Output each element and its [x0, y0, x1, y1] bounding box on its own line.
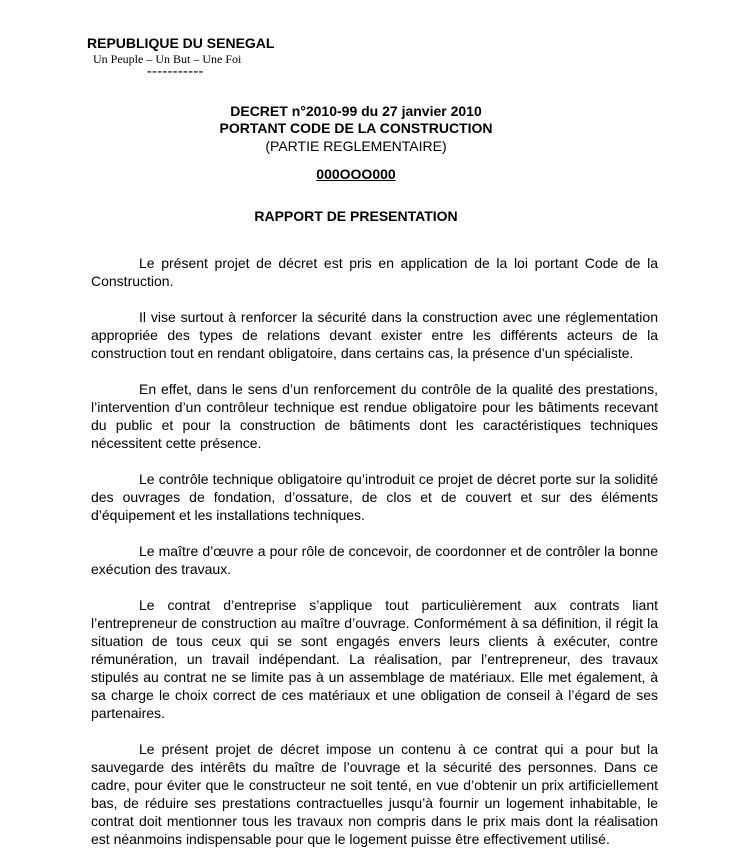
paragraph: Le contrat d’entreprise s’applique tout particulièrement aux contrats liant l’entrepreneur de construction au maître d’ouvrage. Conformément à sa définition, il régit la situation de tous ceux qui se sont engagés envers leurs clients à exécuter, contre rémunération, un travail indépendant. La réalisation, par l’entrepreneur, des travaux stipulés au contrat ne se limite pas à un assemblage de matériaux. Elle met également, à sa charge le choix correct de ces matériaux et une obligation de conseil à l’égard de ses partenaires. — [91, 597, 658, 721]
title-ornament: 000OOO000 — [316, 166, 396, 182]
national-motto: Un Peuple – Un But – Une Foi — [93, 52, 242, 66]
header-separator: ----------- — [147, 64, 204, 79]
paragraph: Le maître d’œuvre a pour rôle de concevoir, de coordonner et de contrôler la bonne exécution des travaux. — [91, 543, 658, 577]
paragraph: Le contrôle technique obligatoire qu’introduit ce projet de décret porte sur la solidité des ouvrages de fondation, d’ossature, de clos et de couvert et sur des éléments d’équipement et les installations techniques. — [91, 471, 658, 523]
report-body — [91, 254, 658, 866]
republic-name: REPUBLIQUE DU SENEGAL — [87, 35, 275, 51]
decree-subject: PORTANT CODE DE LA CONSTRUCTION — [219, 120, 493, 136]
decree-part: (PARTIE REGLEMENTAIRE) — [265, 138, 447, 154]
paragraph: En effet, dans le sens d’un renforcement du contrôle de la qualité des prestations, l’intervention d’un contrôleur technique est rendue obligatoire pour les bâtiments recevant du public et pour la construction de bâtiments dont les caractéristiques techniques nécessitent cette présence. — [91, 381, 658, 451]
paragraph: Le présent projet de décret impose un contenu à ce contrat qui a pour but la sauvegarde des intérêts du maître de l’ouvrage et la sécurité des personnes. Dans ce cadre, pour éviter que le constructeur ne soit tenté, en vue d’obtenir un prix artificiellement bas, de réduire ses prestations contractuelles jusqu’à fournir un logement inhabitable, le contrat doit mentionner tous les travaux non compris dans le prix mais dont la réalisation est néanmoins indispensable pour que le logement puisse être effectivement utilisé. — [91, 741, 658, 847]
paragraph: Le présent projet de décret est pris en application de la loi portant Code de la Construction. — [91, 255, 658, 289]
paragraph: Il vise surtout à renforcer la sécurité dans la construction avec une réglementation appropriée des types de relations devant exister entre les différents acteurs de la construction tout en rendant obligatoire, dans certains cas, la présence d’un spécialiste. — [91, 309, 658, 361]
section-heading: RAPPORT DE PRESENTATION — [254, 208, 458, 224]
decree-number: DECRET n°2010-99 du 27 janvier 2010 — [230, 103, 482, 119]
